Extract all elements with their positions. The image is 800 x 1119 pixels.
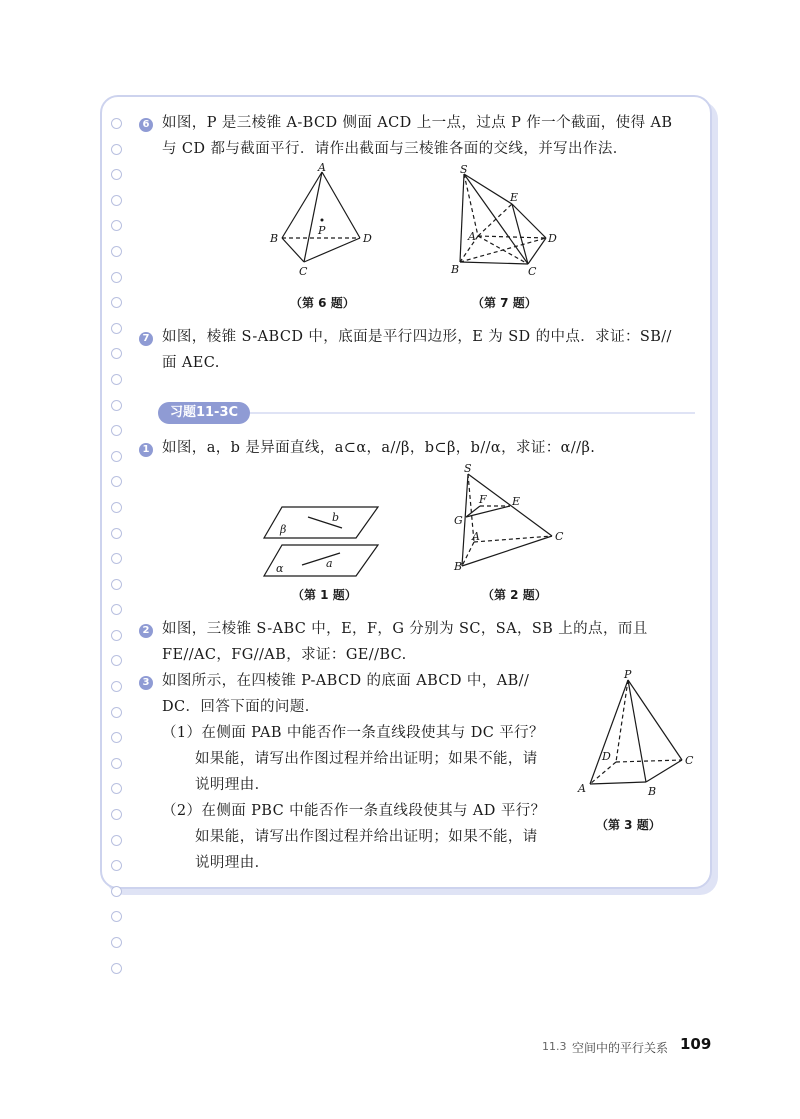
figure-c2 xyxy=(452,462,577,577)
section-header: 习题11-3C xyxy=(158,402,250,424)
question-6-number: 6 xyxy=(139,118,153,132)
fig6-label-A: A xyxy=(318,162,326,174)
fig-c3-label-C: C xyxy=(685,754,694,767)
figure-6-caption: （第 6 题） xyxy=(290,296,355,310)
fig-c2-label-F: F xyxy=(479,493,487,506)
exercise-c3-sub1-line2: 如果能，请写出作图过程并给出证明；如果不能，请 xyxy=(195,751,538,767)
exercise-c2-number: 2 xyxy=(139,624,153,638)
question-6-line2: 与 CD 都与截面平行．请作出截面与三棱锥各面的交线，并写出作法． xyxy=(162,141,628,157)
exercise-c3-sub2-line3: 说明理由． xyxy=(195,855,270,871)
exercise-c3-sub1-line3: 说明理由． xyxy=(195,777,270,793)
exercise-c2-line2: FE//AC，FG//AB，求证：GE//BC. xyxy=(162,647,407,663)
fig-c3-label-D: D xyxy=(602,750,611,763)
fig-c3-label-P: P xyxy=(624,668,632,681)
fig-c2-label-E: E xyxy=(512,495,521,508)
fig-c1-label-alpha: α xyxy=(276,562,284,575)
footer-section-title: 空间中的平行关系 xyxy=(572,1041,669,1055)
fig-c2-label-B: B xyxy=(454,560,463,573)
fig6-label-C: C xyxy=(299,265,308,278)
fig7-label-E: E xyxy=(510,191,519,204)
fig-c1-label-b: b xyxy=(332,511,340,524)
fig7-label-B: B xyxy=(451,263,460,276)
fig-c2-label-G: G xyxy=(454,514,463,527)
figure-6 xyxy=(262,162,387,282)
fig-c3-label-A: A xyxy=(578,782,586,795)
exercise-c3-line2: DC．回答下面的问题． xyxy=(162,699,320,715)
spiral-binding xyxy=(111,118,125,988)
figure-c3-caption: （第 3 题） xyxy=(596,818,661,832)
figure-c2-caption: （第 2 题） xyxy=(482,588,547,602)
fig6-label-D: D xyxy=(363,232,372,245)
exercise-c1-number: 1 xyxy=(139,443,153,457)
fig-c3-label-B: B xyxy=(648,785,657,798)
exercise-c1-line1: 如图，a，b 是异面直线，a⊂α，a//β，b⊂β，b//α，求证：α//β. xyxy=(162,440,596,456)
fig-c2-label-C: C xyxy=(555,530,564,543)
figure-c1 xyxy=(262,495,387,580)
fig-c1-label-beta: β xyxy=(280,523,287,536)
page-number: 109 xyxy=(680,1035,712,1053)
footer-section-number: 11.3 xyxy=(542,1040,567,1053)
fig6-label-B: B xyxy=(270,232,279,245)
fig7-label-A: A xyxy=(468,230,476,243)
question-6-line1: 如图，P 是三棱锥 A-BCD 侧面 ACD 上一点，过点 P 作一个截面，使得 AB xyxy=(162,115,673,131)
fig-c1-label-a: a xyxy=(326,557,333,570)
fig7-label-C: C xyxy=(528,265,537,278)
figure-7-caption: （第 7 题） xyxy=(472,296,537,310)
exercise-c3-sub2-line1: （2）在侧面 PBC 中能否作一条直线段使其与 AD 平行？ xyxy=(162,803,546,819)
section-divider xyxy=(250,412,695,414)
exercise-c3-sub2-line2: 如果能，请写出作图过程并给出证明；如果不能，请 xyxy=(195,829,538,845)
figure-c3 xyxy=(572,668,697,803)
fig-c2-label-A: A xyxy=(472,530,480,543)
figure-7 xyxy=(448,162,573,282)
exercise-c2-line1: 如图，三棱锥 S-ABC 中，E，F，G 分别为 SC，SA，SB 上的点，而且 xyxy=(162,621,648,637)
question-7-number: 7 xyxy=(139,332,153,346)
fig7-label-S: S xyxy=(460,163,468,176)
fig6-label-P: P xyxy=(318,224,326,237)
figure-c1-caption: （第 1 题） xyxy=(292,588,357,602)
question-7-line2: 面 AEC. xyxy=(162,355,220,371)
fig-c2-label-S: S xyxy=(464,462,472,475)
exercise-c3-line1: 如图所示，在四棱锥 P-ABCD 的底面 ABCD 中，AB// xyxy=(162,673,530,689)
exercise-c3-number: 3 xyxy=(139,676,153,690)
question-7-line1: 如图，棱锥 S-ABCD 中，底面是平行四边形，E 为 SD 的中点．求证：SB// xyxy=(162,329,672,345)
fig7-label-D: D xyxy=(548,232,557,245)
exercise-c3-sub1-line1: （1）在侧面 PAB 中能否作一条直线段使其与 DC 平行？ xyxy=(162,725,544,741)
